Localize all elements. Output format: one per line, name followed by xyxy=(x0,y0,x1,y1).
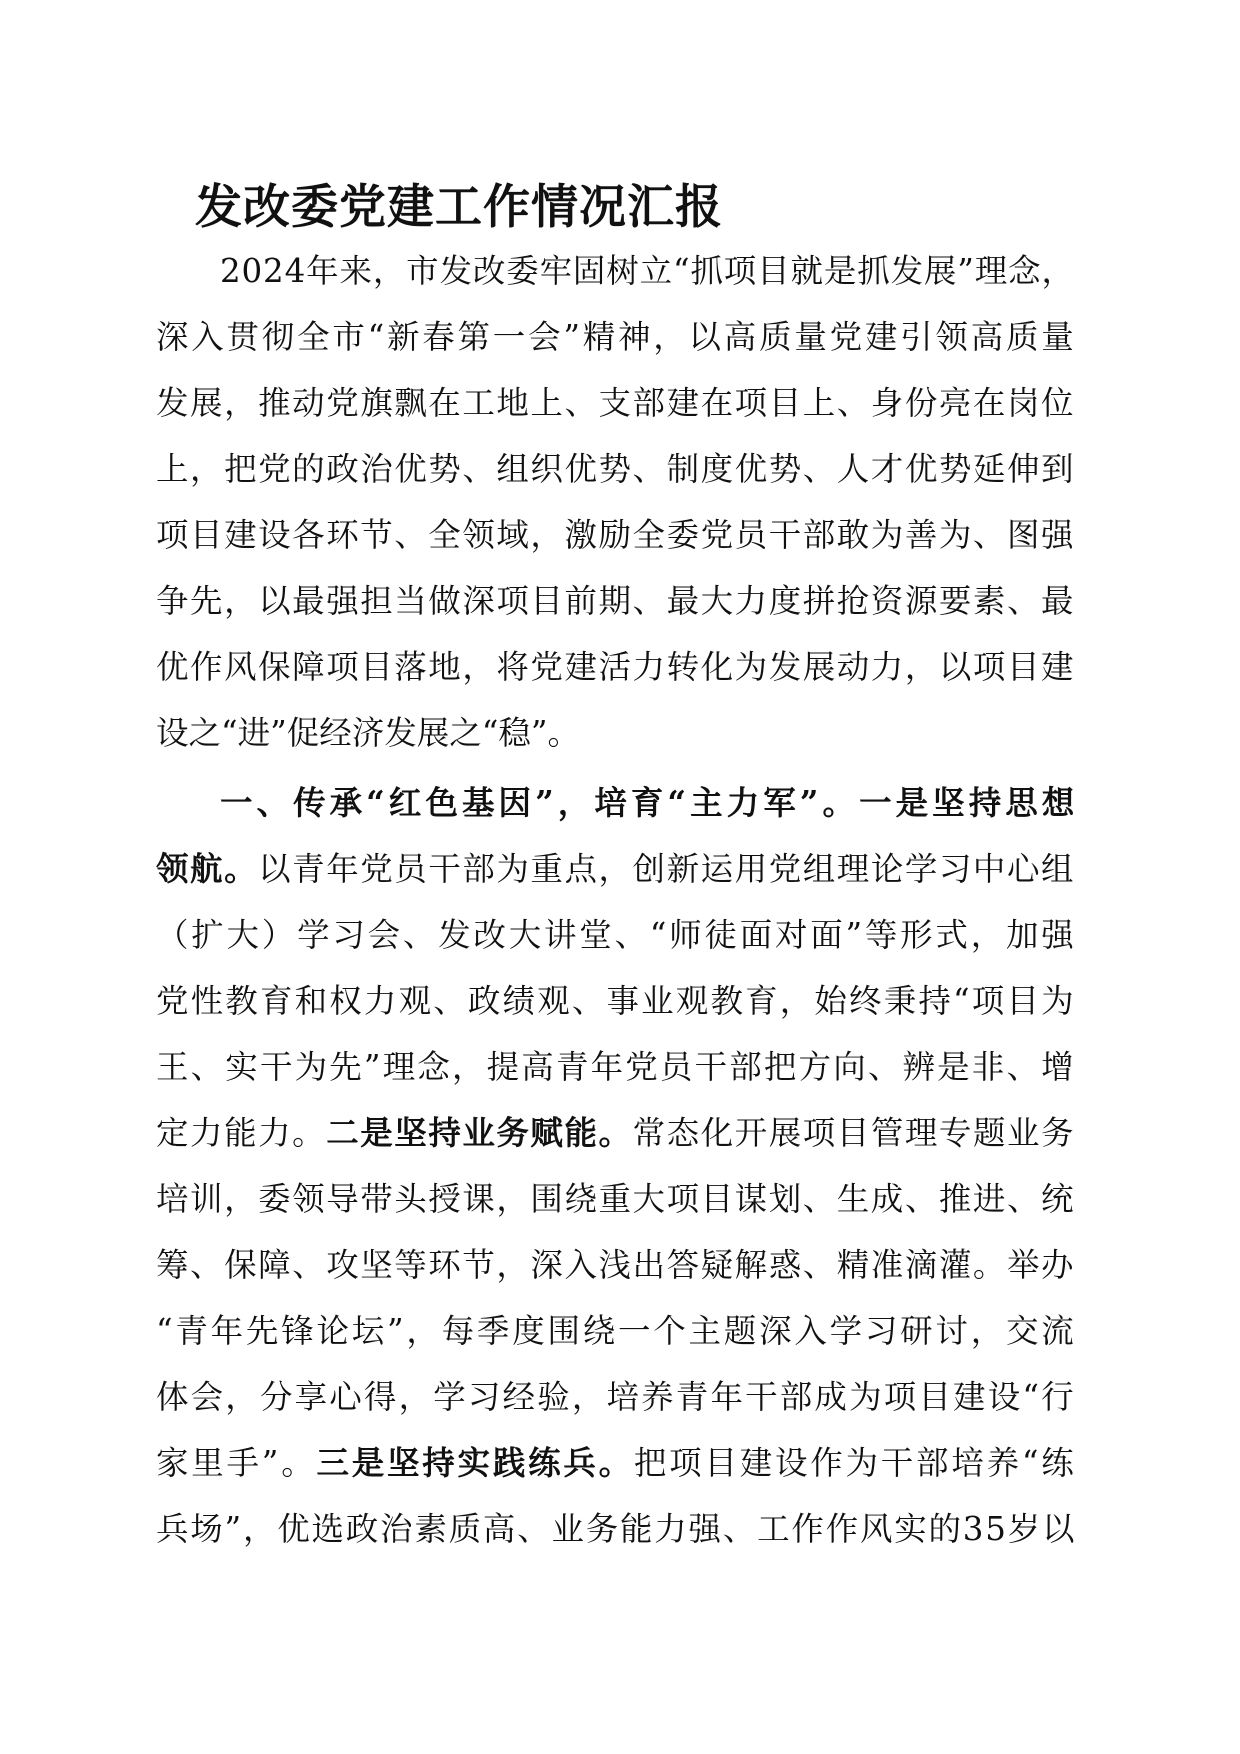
text-run: 筹、保障、攻坚等环节，深入浅出答疑解惑、精准滴灌。举办 xyxy=(156,1246,1076,1284)
paragraph-line xyxy=(156,1298,1077,1364)
bold-text-run: 领航。 xyxy=(156,849,259,888)
paragraph-line xyxy=(156,1364,1076,1430)
text-run: 争先，以最强担当做深项目前期、最大力度拼抢资源要素、最 xyxy=(156,582,1076,620)
text-run: 发展，推动党旗飘在工地上、支部建在项目上、身份亮在岗位 xyxy=(156,384,1076,422)
paragraph-line xyxy=(156,502,1075,568)
paragraph-line xyxy=(156,370,1075,436)
text-run: 家里手”。 xyxy=(156,1444,317,1482)
text-run: 上，把党的政治优势、组织优势、制度优势、人才优势延伸到 xyxy=(156,450,1076,488)
bold-text-run: 一、传承“红色基因”，培育“主力军”。一是坚持思想 xyxy=(220,783,1079,822)
text-run: （扩大）学习会、发改大讲堂、“师徒面对面”等形式，加强 xyxy=(156,916,1077,954)
text-run: 优作风保障项目落地，将党建活力转化为发展动力，以项目建 xyxy=(156,648,1076,686)
paragraph-line xyxy=(156,1166,1075,1232)
text-run: 常态化开展项目管理专题业务 xyxy=(632,1114,1076,1152)
text-run: 定力能力。 xyxy=(156,1114,327,1152)
paragraph-line xyxy=(156,836,1075,902)
paragraph-line xyxy=(156,436,1075,502)
text-run: 以青年党员干部为重点，创新运用党组理论学习中心组 xyxy=(258,850,1076,888)
paragraph-line xyxy=(156,968,1076,1034)
paragraph-first-line xyxy=(220,238,1075,304)
text-run: 深入贯彻全市“新春第一会”精神，以高质量党建引领高质量 xyxy=(156,318,1077,356)
text-run: 体会，分享心得，学习经验，培养青年干部成为项目建设“行 xyxy=(156,1378,1076,1416)
paragraph-line xyxy=(156,304,1077,370)
paragraph-line xyxy=(156,634,1075,700)
text-run: 2024年来，市发改委牢固树立“抓项目就是抓发展”理念， xyxy=(220,252,1075,290)
paragraph-line xyxy=(156,1034,1076,1100)
text-run: 王、实干为先”理念，提高青年党员干部把方向、辨是非、增 xyxy=(156,1048,1076,1086)
paragraph-line xyxy=(156,1232,1075,1298)
text-run: 设之“进”促经济发展之“稳”。 xyxy=(156,714,580,752)
text-run: 兵场”，优选政治素质高、业务能力强、工作作风实的35岁以 xyxy=(156,1510,1077,1548)
paragraph-first-line xyxy=(220,770,1078,836)
paragraph-line xyxy=(156,1100,1075,1166)
paragraph-line xyxy=(156,902,1077,968)
paragraph-line xyxy=(156,700,580,766)
text-run: 培训，委领导带头授课，围绕重大项目谋划、生成、推进、统 xyxy=(156,1180,1076,1218)
text-run: 项目建设各环节、全领域，激励全委党员干部敢为善为、图强 xyxy=(156,516,1076,554)
paragraph-line xyxy=(156,1496,1076,1562)
bold-text-run: 三是坚持实践练兵。 xyxy=(316,1443,634,1482)
text-run: 把项目建设作为干部培养“练 xyxy=(633,1444,1077,1482)
paragraph-line xyxy=(156,1430,1077,1496)
paragraph-line xyxy=(156,568,1075,634)
document-title: 发改委党建工作情况汇报 xyxy=(195,180,723,235)
bold-text-run: 二是坚持业务赋能。 xyxy=(326,1113,633,1152)
text-run: “青年先锋论坛”，每季度围绕一个主题深入学习研讨，交流 xyxy=(156,1312,1077,1350)
text-run: 党性教育和权力观、政绩观、事业观教育，始终秉持“项目为 xyxy=(156,982,1076,1020)
